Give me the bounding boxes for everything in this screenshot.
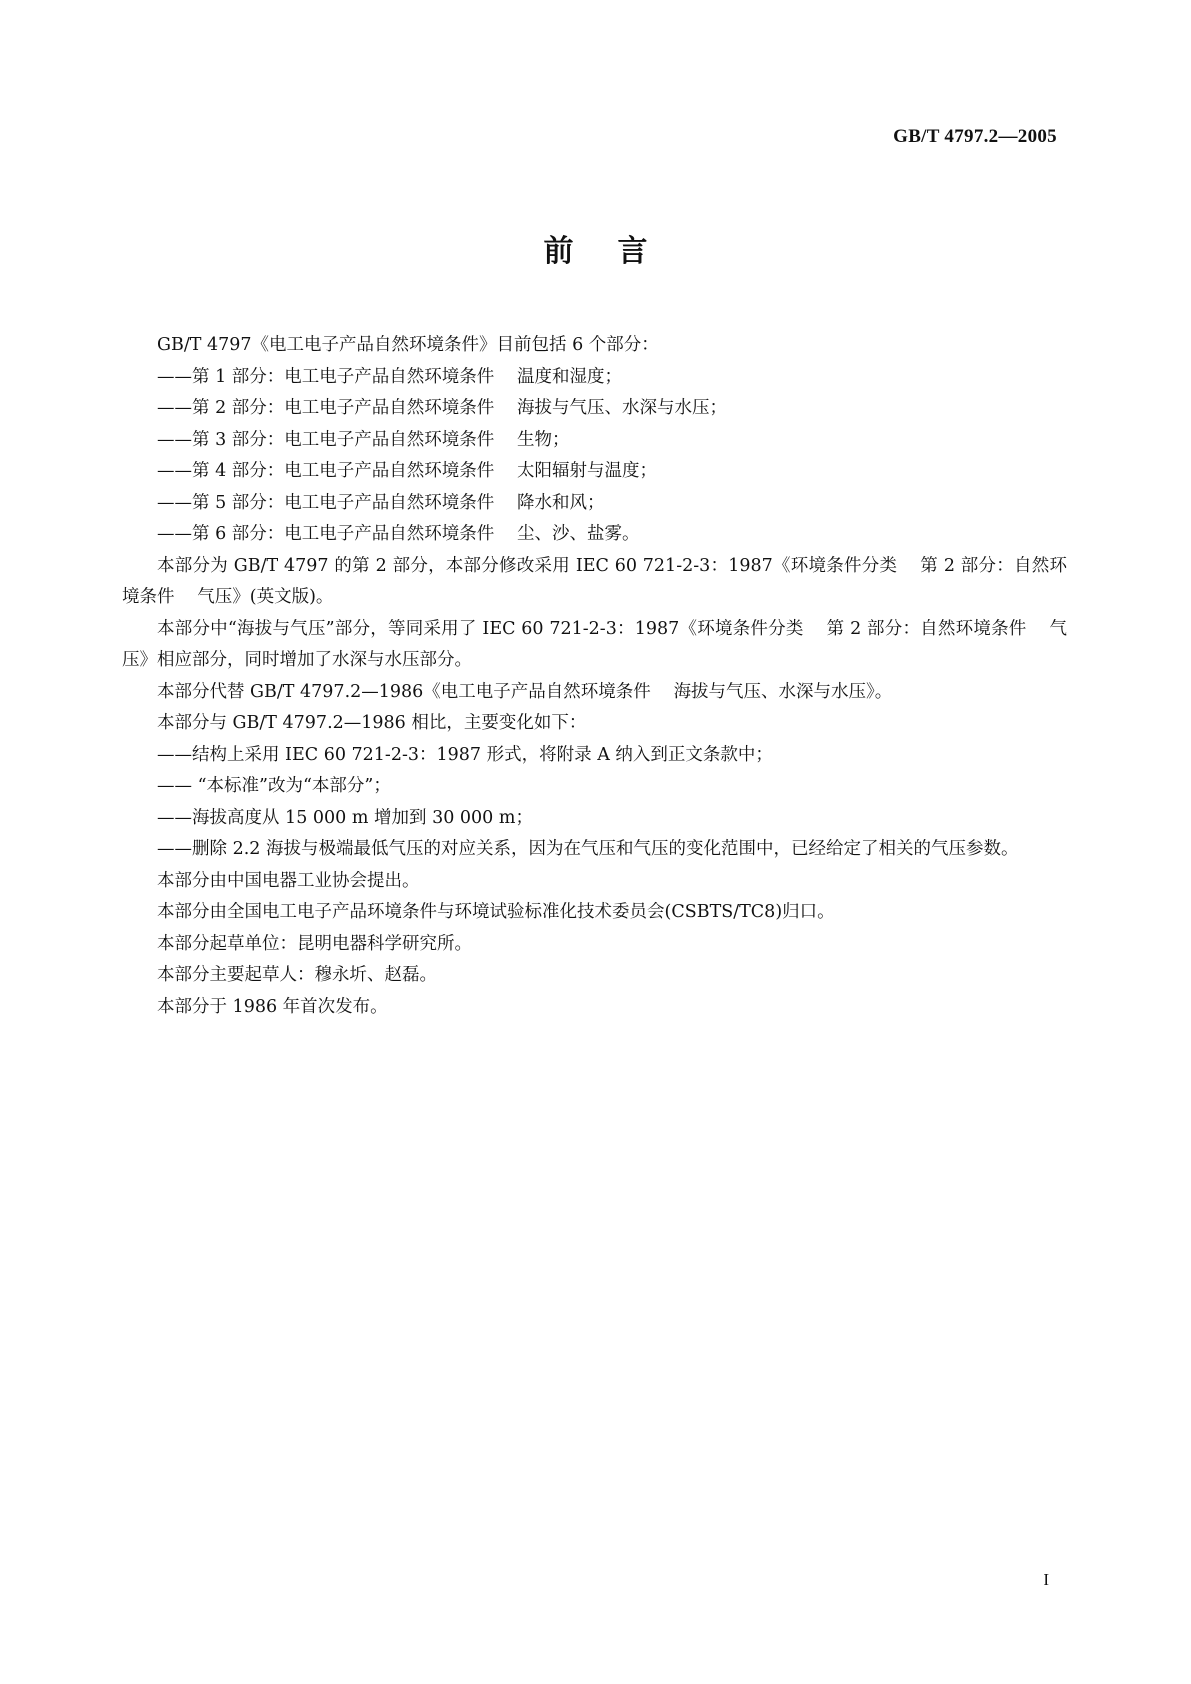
replaces-text-b: 海拔与气压、水深与水压》。 xyxy=(673,681,893,702)
replaces-text-a: 本部分代替 GB/T 4797.2—1986《电工电子产品自然环境条件 xyxy=(157,681,651,702)
list-item xyxy=(122,425,1067,457)
committee-paragraph: 本部分由全国电工电子产品环境条件与环境试验标准化技术委员会(CSBTS/TC8)归口。 xyxy=(157,902,835,922)
list-item xyxy=(122,488,1067,520)
part-prefix: ——第 2 部分：电工电子产品自然环境条件 xyxy=(157,398,495,418)
parts-list xyxy=(122,362,1067,551)
list-item: ——删除 2.2 海拔与极端最低气压的对应关系，因为在气压和气压的变化范围中，已经给定了相关的气压参数。 xyxy=(157,839,1019,859)
list-item: ——海拔高度从 15 000 m 增加到 30 000 m； xyxy=(157,807,533,828)
part-subject: 生物； xyxy=(517,429,570,450)
part-subject: 太阳辐射与温度； xyxy=(517,461,658,481)
changes-intro-paragraph: 本部分与 GB/T 4797.2—1986 相比，主要变化如下： xyxy=(157,713,587,733)
adoption-text-b: 第 2 部分：自然环境条件 xyxy=(122,555,1067,607)
standard-number: GB/T 4797.2—2005 xyxy=(893,126,1057,147)
list-item: ——结构上采用 IEC 60 721-2-3：1987 形式，将附录 A 纳入到正文条款中； xyxy=(157,744,773,765)
proposer-paragraph: 本部分由中国电器工业协会提出。 xyxy=(157,870,420,891)
part-subject: 尘、沙、盐雾。 xyxy=(517,524,640,544)
drafters-paragraph: 本部分主要起草人：穆永圻、赵磊。 xyxy=(157,965,437,985)
list-item xyxy=(122,519,1067,551)
adoption-paragraph xyxy=(122,551,1067,614)
part-prefix: ——第 6 部分：电工电子产品自然环境条件 xyxy=(157,524,495,544)
equivalence-paragraph xyxy=(122,614,1067,677)
part-prefix: ——第 5 部分：电工电子产品自然环境条件 xyxy=(157,492,495,513)
part-prefix: ——第 4 部分：电工电子产品自然环境条件 xyxy=(157,461,495,481)
changes-list xyxy=(122,740,1067,866)
list-item xyxy=(122,362,1067,394)
drafting-unit-paragraph: 本部分起草单位：昆明电器科学研究所。 xyxy=(157,933,472,954)
equivalence-text-b: 第 2 部分：自然环境条件 xyxy=(826,618,1027,639)
first-release-paragraph: 本部分于 1986 年首次发布。 xyxy=(157,996,388,1017)
part-subject: 海拔与气压、水深与水压； xyxy=(517,398,728,418)
adoption-text-c: 气压》(英文版)。 xyxy=(197,587,334,607)
foreword-body xyxy=(122,330,1067,1023)
equivalence-text-c: 气压》相应部分，同时增加了水深与水压部分。 xyxy=(122,618,1068,670)
intro-paragraph: GB/T 4797《电工电子产品自然环境条件》目前包括 6 个部分： xyxy=(157,335,659,355)
page-number: I xyxy=(1043,1570,1049,1589)
part-prefix: ——第 3 部分：电工电子产品自然环境条件 xyxy=(157,429,495,450)
list-item xyxy=(122,393,1067,425)
part-prefix: ——第 1 部分：电工电子产品自然环境条件 xyxy=(157,366,495,387)
list-item xyxy=(122,456,1067,488)
adoption-text-a: 本部分为 GB/T 4797 的第 2 部分，本部分修改采用 IEC 60 721-2-3：1987《环境条件分类 xyxy=(157,555,898,576)
equivalence-text-a: 本部分中“海拔与气压”部分，等同采用了 IEC 60 721-2-3：1987《环境条件分类 xyxy=(157,618,804,639)
list-item: —— “本标准”改为“本部分”； xyxy=(157,776,391,796)
replaces-paragraph xyxy=(122,677,1067,709)
page-title: 前言 xyxy=(543,234,692,269)
part-subject: 降水和风； xyxy=(517,492,605,513)
part-subject: 温度和湿度； xyxy=(517,366,623,387)
